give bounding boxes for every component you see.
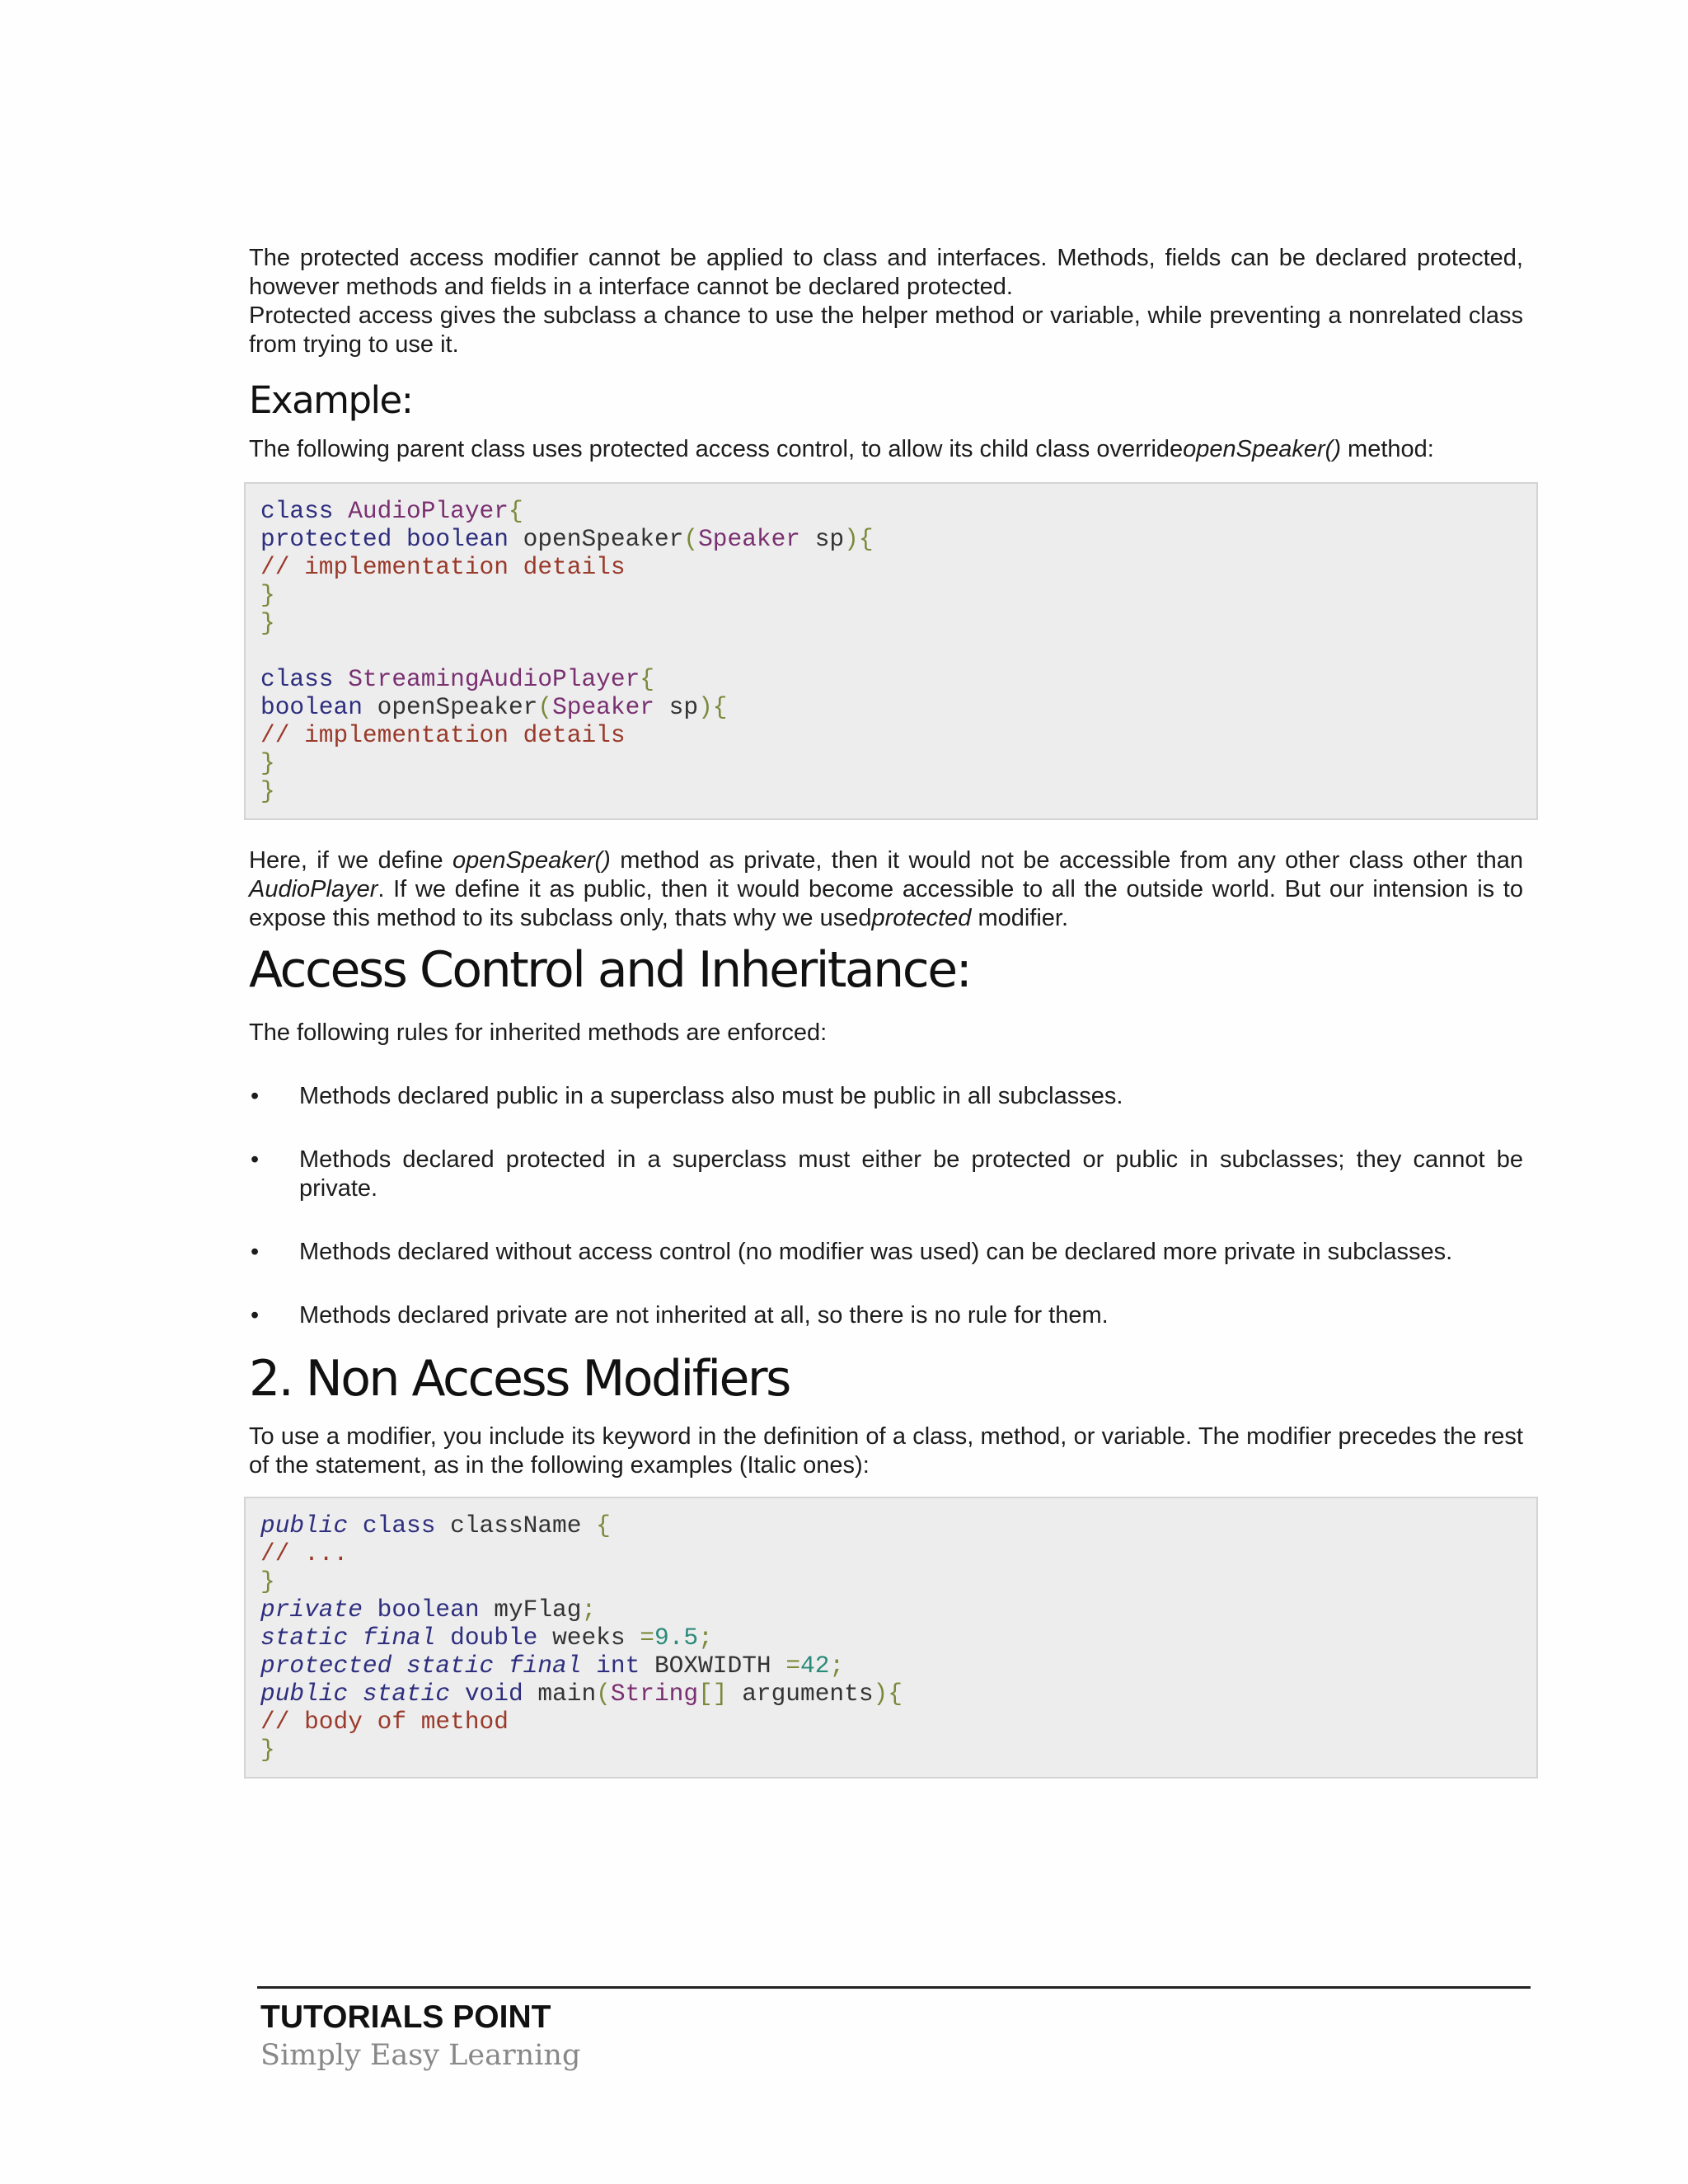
inheritance-heading: Access Control and Inheritance: <box>249 941 971 999</box>
code-token: boolean <box>406 525 523 553</box>
code-line <box>260 1568 1536 1596</box>
bullet-icon: • <box>251 1239 260 1265</box>
bullet-icon: • <box>251 1083 260 1109</box>
code-token: ) <box>698 693 713 721</box>
example-lead-tail: method: <box>1340 436 1434 462</box>
code-token: ( <box>537 693 553 721</box>
code-token: className <box>450 1511 597 1540</box>
intro-paragraph-1: The protected access modifier cannot be applied to class and interfaces. Methods, fields can be declared protected, however methods and fields in a interface cannot be declared protected. <box>249 245 1523 300</box>
code-token: boolean <box>362 1596 495 1624</box>
code-token: boolean <box>260 693 377 721</box>
example-lead <box>249 435 1523 464</box>
code-token: StreamingAudioPlayer <box>348 665 640 693</box>
code-token: ; <box>698 1624 713 1652</box>
code-token: AudioPlayer <box>348 497 509 525</box>
code-token: ) <box>873 1680 889 1708</box>
code-line <box>260 637 1536 665</box>
code-token: [] <box>698 1680 728 1708</box>
page-footer <box>257 1986 1531 2074</box>
code-token: } <box>260 1568 275 1596</box>
explanation-text-3: . If we define it as public, then it would become accessible to all the outside world. But our intension is to expose this method to its subclass only, thats why we used <box>249 876 1523 931</box>
code-token: openSpeaker <box>523 525 684 553</box>
code-token: = <box>785 1652 801 1680</box>
code-token: { <box>640 665 654 693</box>
code-token: // implementation details <box>260 553 626 581</box>
code-token: public static <box>260 1680 451 1708</box>
code-token: public <box>260 1511 349 1540</box>
code-line <box>260 693 1536 721</box>
code-token: // body of method <box>260 1708 509 1736</box>
code-line <box>260 749 1536 777</box>
code-token: 9.5 <box>654 1624 699 1652</box>
example-lead-text: The following parent class uses protected access control, to allow its child class override <box>249 436 1184 462</box>
inheritance-rules-list <box>249 1082 1523 1330</box>
footer-brand: TUTORIALS POINT <box>260 1999 551 2035</box>
explanation-modifier: protected <box>871 905 972 931</box>
code-token: static final <box>260 1624 436 1652</box>
code-line <box>260 1511 1536 1540</box>
code-token: { <box>712 693 728 721</box>
code-line <box>260 1736 1536 1764</box>
code-token: class <box>348 1511 451 1540</box>
page-content <box>249 244 1523 1779</box>
code-line <box>260 1596 1536 1624</box>
code-line <box>260 777 1536 805</box>
non-access-heading: 2. Non Access Modifiers <box>249 1350 790 1408</box>
code-token: String <box>610 1680 699 1708</box>
code-line <box>260 1680 1536 1708</box>
rule-list-item <box>249 1238 1523 1267</box>
code-token: sp <box>654 693 699 721</box>
code-block-non-access-example <box>244 1497 1538 1779</box>
code-token: 42 <box>800 1652 830 1680</box>
code-token: protected <box>260 525 407 553</box>
footer-tagline: Simply Easy Learning <box>260 2039 581 2072</box>
code-line <box>260 721 1536 749</box>
code-token: protected static final <box>260 1652 582 1680</box>
code-token: } <box>260 1736 275 1764</box>
explanation-text-2: method as private, then it would not be accessible from any other class other than <box>610 847 1523 874</box>
code-token: class <box>260 665 349 693</box>
code-token: { <box>596 1511 611 1540</box>
code-token: arguments <box>727 1680 874 1708</box>
code-line <box>260 1708 1536 1736</box>
code-token: Speaker <box>698 525 801 553</box>
code-line <box>260 497 1536 525</box>
code-token: // ... <box>260 1540 349 1568</box>
code-token: class <box>260 497 349 525</box>
code-token: // implementation details <box>260 721 626 749</box>
footer-divider <box>257 1986 1531 1989</box>
code-token: } <box>260 609 275 637</box>
code-token: { <box>888 1680 903 1708</box>
inheritance-lead: The following rules for inherited methods are enforced: <box>249 1019 828 1046</box>
bullet-icon: • <box>251 1302 260 1329</box>
code-token: sp <box>800 525 845 553</box>
explanation-method: openSpeaker() <box>452 847 611 874</box>
code-token: main <box>537 1680 597 1708</box>
code-token: ( <box>596 1680 611 1708</box>
code-token: ; <box>581 1596 597 1624</box>
explanation-text-1: Here, if we define <box>249 847 452 874</box>
code-line <box>260 525 1536 553</box>
rule-list-item <box>249 1146 1523 1203</box>
example-heading: Example: <box>249 378 413 422</box>
example-lead-method: openSpeaker() <box>1183 436 1341 462</box>
rule-list-item <box>249 1301 1523 1330</box>
rule-list-item <box>249 1082 1523 1111</box>
code-token: } <box>260 581 275 609</box>
explanation-text-4: modifier. <box>971 905 1069 931</box>
code-line <box>260 1652 1536 1680</box>
code-token: myFlag <box>494 1596 582 1624</box>
code-line <box>260 665 1536 693</box>
rule-text: Methods declared public in a superclass also must be public in all subclasses. <box>299 1083 1123 1109</box>
code-token: ; <box>829 1652 845 1680</box>
code-token: weeks <box>552 1624 640 1652</box>
code-line <box>260 553 1536 581</box>
code-line <box>260 609 1536 637</box>
code-token: BOXWIDTH <box>654 1652 786 1680</box>
example-explanation <box>249 846 1523 933</box>
intro-paragraph-2: Protected access gives the subclass a chance to use the helper method or variable, while preventing a nonrelated class from trying to use it. <box>249 302 1523 358</box>
code-token: double <box>435 1624 553 1652</box>
rule-text: Methods declared private are not inherited at all, so there is no rule for them. <box>299 1302 1109 1329</box>
code-token: int <box>581 1652 654 1680</box>
code-line <box>260 581 1536 609</box>
code-token: ) <box>844 525 859 553</box>
code-token: Speaker <box>552 693 654 721</box>
explanation-class: AudioPlayer <box>249 876 378 902</box>
code-block-access-example <box>244 482 1538 820</box>
code-token: } <box>260 749 275 777</box>
code-token: { <box>508 497 523 525</box>
code-token: } <box>260 777 275 805</box>
code-token: openSpeaker <box>377 693 538 721</box>
code-token: void <box>450 1680 538 1708</box>
code-token: = <box>640 1624 654 1652</box>
code-token: private <box>260 1596 363 1624</box>
code-token: ( <box>683 525 699 553</box>
code-token: { <box>858 525 874 553</box>
code-line <box>260 1540 1536 1568</box>
non-access-lead: To use a modifier, you include its keyword in the definition of a class, method, or variable. The modifier precedes the rest of the statement, as in the following examples (Italic ones): <box>249 1423 1523 1479</box>
code-line <box>260 1624 1536 1652</box>
rule-text: Methods declared without access control (no modifier was used) can be declared more private in subclasses. <box>299 1239 1453 1265</box>
rule-text: Methods declared protected in a superclass must either be protected or public in subclasses; they cannot be private. <box>299 1146 1523 1202</box>
bullet-icon: • <box>251 1146 260 1173</box>
